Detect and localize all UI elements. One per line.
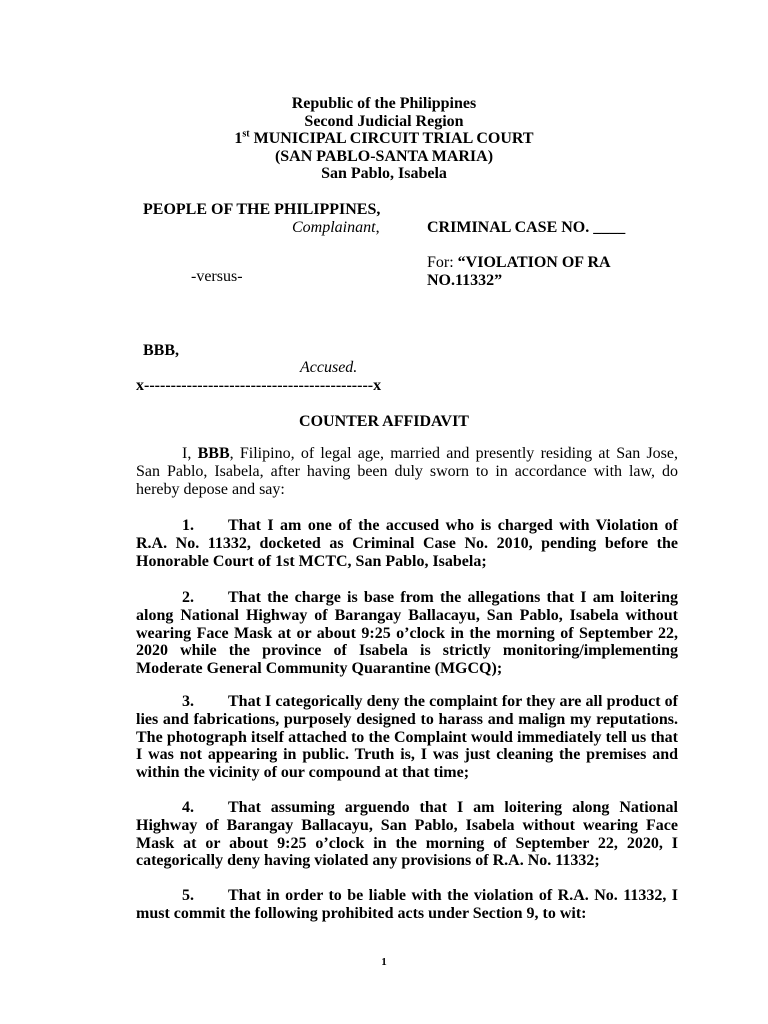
charge-line-1: “VIOLATION OF RA: [457, 254, 611, 271]
paragraph-3: 3. That I categorically deny the complaint for they are all product of lies and fabrications, purposely designed to harass and malign my reputations. The photograph itself attached to the Complaint would immediately tell us that I was not appearing in public. Truth is, I was just cleaning the premises and within the vicinity of our compound at that time;: [136, 693, 678, 782]
versus-label: -versus-: [191, 268, 243, 285]
paragraph-1: 1. That I am one of the accused who is charged with Violation of R.A. No. 11332, docketed as Criminal Case No. 2010, pending before the Honorable Court of 1st MCTC, San Pablo, Isabela;: [136, 517, 678, 570]
case-number-label: CRIMINAL CASE NO. ____: [427, 219, 626, 236]
court-header: [0, 95, 768, 183]
paragraph-number: 1.: [182, 517, 194, 534]
intro-paragraph: I, BBB, Filipino, of legal age, married and presently residing at San Jose, San Pablo, Isabela, after having been duly sworn to in accordance with law, do hereby depose and say:: [136, 445, 679, 498]
court-ordinal-suffix: st: [242, 128, 250, 140]
page-number: 1: [381, 956, 387, 968]
header-country: Republic of the Philippines: [291, 95, 477, 112]
for-label: For:: [427, 254, 458, 271]
caption-separator: x-------------------------------------------x: [136, 377, 382, 394]
plaintiff-name: PEOPLE OF THE PHILIPPINES,: [143, 201, 381, 218]
charge-line-2: NO.11332”: [427, 272, 503, 289]
paragraph-number: 5.: [182, 887, 194, 904]
paragraph-4: 4. That assuming arguendo that I am loitering along National Highway of Barangay Ballacayu, San Pablo, Isabela without wearing Face Mask at or about 9:25 o’clock in the morning of September 22, 2020, I categorically deny having violated any provisions of R.A. No. 11332;: [136, 799, 678, 870]
court-name: MUNICIPAL CIRCUIT TRIAL COURT: [249, 130, 534, 147]
paragraph-number: 2.: [182, 589, 194, 606]
document-title: COUNTER AFFIDAVIT: [299, 413, 469, 430]
plaintiff-role: Complainant,: [292, 219, 380, 236]
header-location: San Pablo, Isabela: [321, 165, 447, 182]
affiant-name: BBB: [197, 445, 230, 462]
accused-name: BBB,: [143, 342, 180, 359]
paragraph-number: 3.: [182, 693, 194, 710]
paragraph-5: 5. That in order to be liable with the violation of R.A. No. 11332, I must commit the following prohibited acts under Section 9, to wit:: [136, 887, 678, 922]
header-jurisdiction: (SAN PABLO-SANTA MARIA): [274, 147, 494, 165]
court-ordinal: 1: [234, 130, 243, 147]
accused-role: Accused.: [300, 359, 358, 376]
header-region: Second Judicial Region: [304, 112, 464, 130]
paragraph-number: 4.: [182, 799, 194, 816]
header-court: [0, 130, 768, 148]
case-charge: [427, 254, 611, 272]
paragraph-2: 2. That the charge is base from the allegations that I am loitering along National Highway of Barangay Ballacayu, San Pablo, Isabela without wearing Face Mask at or about 9:25 o’clock in the morning of September 22, 2020 while the province of Isabela is strictly monitoring/implementing Moderate General Community Quarantine (MGCQ);: [136, 589, 678, 678]
